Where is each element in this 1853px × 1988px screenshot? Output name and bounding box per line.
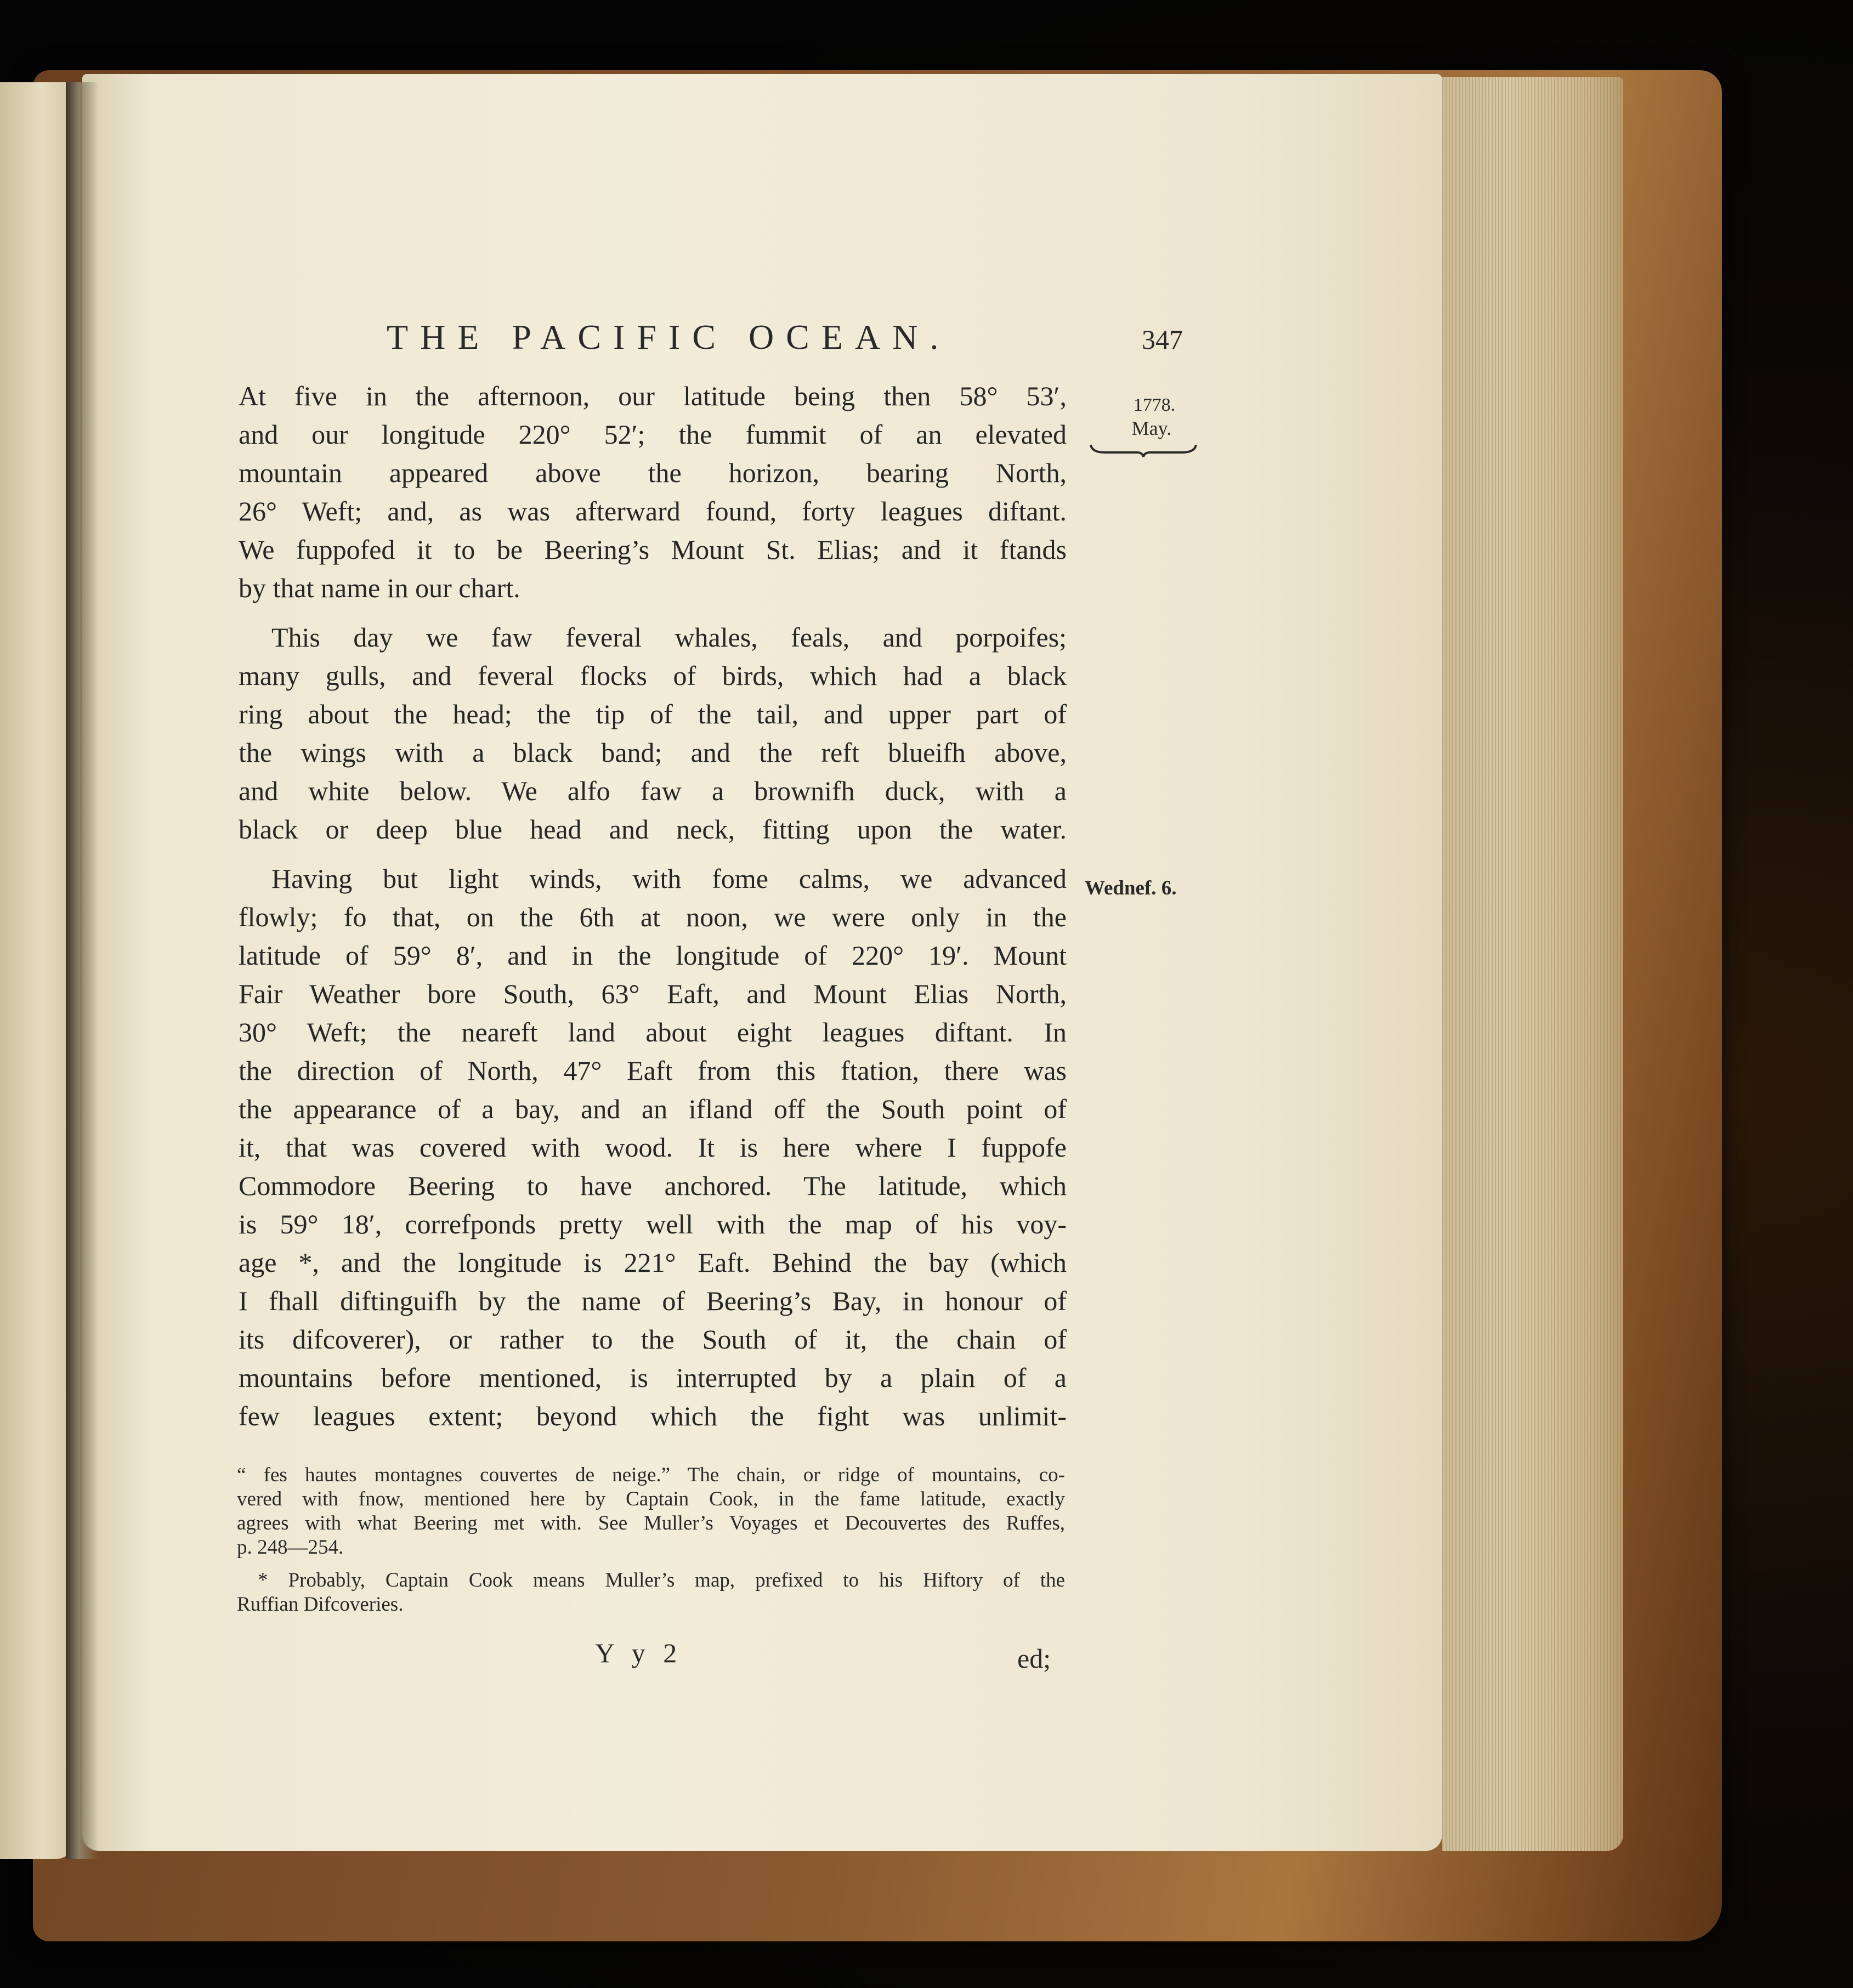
- body-line: At five in the afternoon, our latitude being then 58° 53′,: [239, 381, 1067, 411]
- body-line: 26° Weft; and, as was afterward found, forty leagues diftant.: [239, 496, 1067, 526]
- margin-year: 1778.: [1133, 395, 1176, 415]
- body-line: is 59° 18′, correfponds pretty well with the map of his voy-: [239, 1209, 1067, 1239]
- running-title: THE PACIFIC OCEAN.: [387, 318, 951, 356]
- body-line: I fhall diftinguifh by the name of Beering’s Bay, in honour of: [239, 1285, 1067, 1316]
- footnote-line: Ruffian Difcoveries.: [237, 1593, 404, 1616]
- page-number: 347: [1142, 324, 1183, 355]
- body-line: it, that was covered with wood. It is here where I fuppofe: [239, 1132, 1067, 1163]
- body-line: We fuppofed it to be Beering’s Mount St. Elias; and it ftands: [239, 534, 1067, 565]
- body-line: and our longitude 220° 52′; the fummit of an elevated: [239, 419, 1067, 450]
- body-line: by that name in our chart.: [239, 573, 520, 603]
- body-line: and white below. We alfo faw a brownifh duck, with a: [239, 775, 1067, 806]
- body-line: Having but light winds, with fome calms, we advanced: [271, 863, 1067, 894]
- body-line: flowly; fo that, on the 6th at noon, we were only in the: [239, 902, 1067, 932]
- body-line: age *, and the longitude is 221° Eaft. Behind the bay (which: [239, 1247, 1067, 1278]
- footnote-line: vered with fnow, mentioned here by Captain Cook, in the fame latitude, exactly: [237, 1488, 1065, 1510]
- left-page-edge: [0, 82, 77, 1859]
- footnote-line: agrees with what Beering met with. See Muller’s Voyages et Decouvertes des Ruffes,: [237, 1512, 1065, 1534]
- gutter-shadow: [66, 82, 99, 1859]
- body-line: the direction of North, 47° Eaft from this ftation, there was: [239, 1055, 1067, 1086]
- body-line: This day we faw feveral whales, feals, and porpoifes;: [271, 622, 1067, 653]
- body-line: Fair Weather bore South, 63° Eaft, and Mount Elias North,: [239, 978, 1067, 1009]
- body-line: the appearance of a bay, and an ifland off the South point of: [239, 1094, 1067, 1124]
- body-line: its difcoverer), or rather to the South of it, the chain of: [239, 1324, 1067, 1355]
- body-line: the wings with a black band; and the reft blueifh above,: [239, 737, 1067, 768]
- body-line: latitude of 59° 8′, and in the longitude of 220° 19′. Mount: [239, 940, 1067, 971]
- body-line: mountains before mentioned, is interrupted by a plain of a: [239, 1362, 1067, 1393]
- body-line: mountain appeared above the horizon, bearing North,: [239, 457, 1067, 488]
- body-line: many gulls, and feveral flocks of birds, which had a black: [239, 660, 1067, 691]
- footnote-line: “ fes hautes montagnes couvertes de neige.” The chain, or ridge of mountains, co-: [237, 1464, 1065, 1486]
- margin-brace-icon: [1089, 441, 1198, 458]
- body-line: 30° Weft; the neareft land about eight leagues diftant. In: [239, 1017, 1067, 1047]
- body-line: black or deep blue head and neck, fitting upon the water.: [239, 814, 1067, 845]
- body-line: Commodore Beering to have anchored. The latitude, which: [239, 1170, 1067, 1201]
- footnote-line: p. 248—254.: [237, 1536, 344, 1559]
- catchword: ed;: [1017, 1643, 1051, 1674]
- footnote-line: * Probably, Captain Cook means Muller’s map, prefixed to his Hiftory of the: [258, 1569, 1065, 1591]
- margin-date-note: Wednef. 6.: [1085, 877, 1177, 899]
- fore-edge-leaves: [1442, 77, 1623, 1851]
- body-line: few leagues extent; beyond which the fight was unlimit-: [239, 1401, 1067, 1431]
- margin-month: May.: [1131, 417, 1172, 439]
- body-line: ring about the head; the tip of the tail, and upper part of: [239, 699, 1067, 729]
- signature-mark: Y y 2: [595, 1638, 683, 1668]
